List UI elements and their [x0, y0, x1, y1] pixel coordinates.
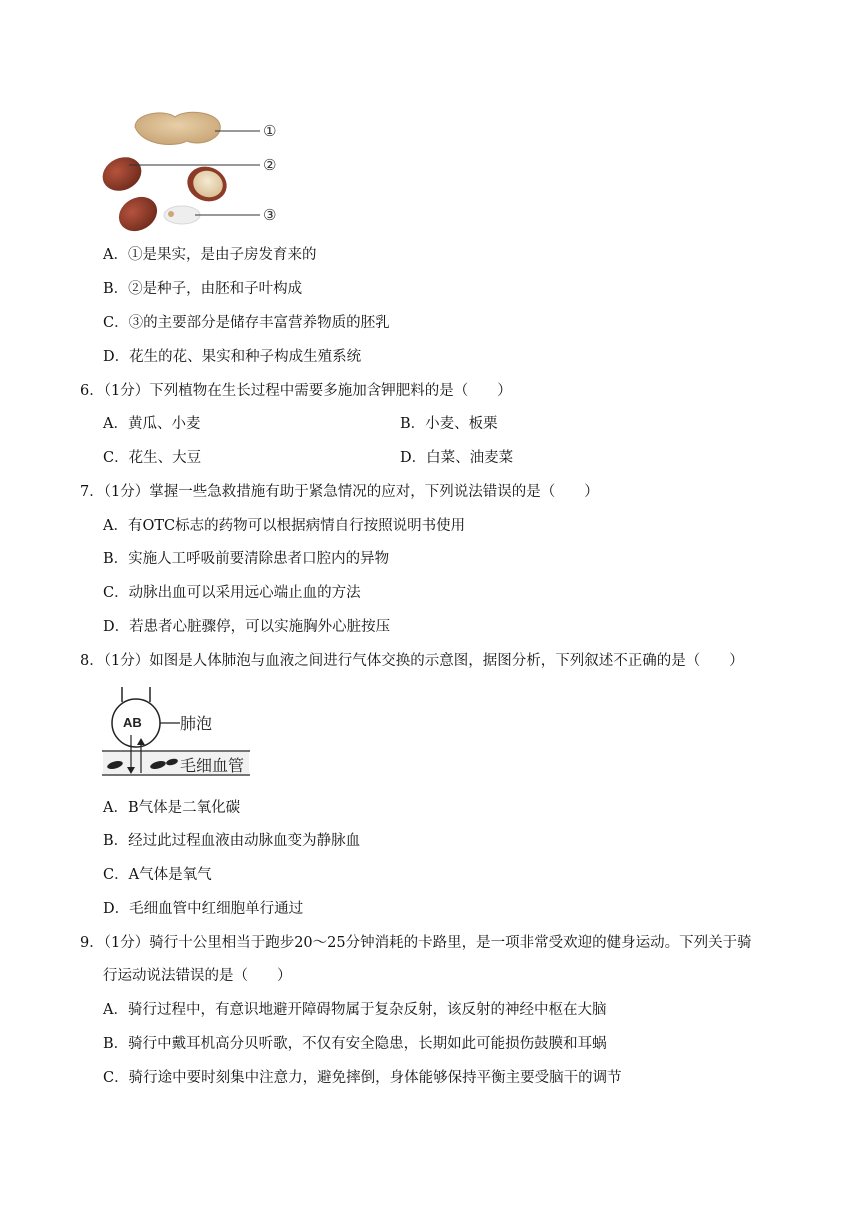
q9-option-b: B．骑行中戴耳机高分贝听歌，不仅有安全隐患，长期如此可能损伤鼓膜和耳蜗	[103, 1036, 607, 1052]
q6-option-b: B．小麦、板栗	[400, 416, 498, 432]
q7-option-b: B．实施人工呼吸前要清除患者口腔内的异物	[103, 551, 390, 567]
embryo-tip-shape	[168, 211, 174, 217]
q6-stem: 6．（1分）下列植物在生长过程中需要多施加含钾肥料的是（ ）	[80, 383, 512, 399]
peanut-figure	[95, 105, 295, 240]
q6-option-a: A．黄瓜、小麦	[103, 416, 201, 432]
q5-option-c: C．③的主要部分是储存丰富营养物质的胚乳	[103, 315, 390, 331]
figure-label-1: ①	[263, 122, 277, 140]
alveolus-figure	[100, 685, 270, 785]
peanut-seed-shape	[97, 151, 147, 197]
q5-option-a: A．①是果实，是由子房发育来的	[103, 247, 317, 263]
q9-option-a: A．骑行过程中，有意识地避开障碍物属于复杂反射，该反射的神经中枢在大脑	[103, 1002, 607, 1018]
q7-option-a: A．有OTC标志的药物可以根据病情自行按照说明书使用	[103, 518, 466, 534]
q5-option-d: D．花生的花、果实和种子构成生殖系统	[103, 349, 362, 365]
q9-option-c: C．骑行途中要时刻集中注意力，避免摔倒，身体能够保持平衡主要受脑干的调节	[103, 1070, 622, 1086]
q8-option-b: B．经过此过程血液由动脉血变为静脉血	[103, 833, 361, 849]
alveolus-gas-text: AB	[123, 715, 142, 730]
q8-option-c: C．A气体是氧气	[103, 867, 212, 883]
q7-option-c: C．动脉出血可以采用远心端止血的方法	[103, 585, 361, 601]
q7-stem: 7．（1分）掌握一些急救措施有助于紧急情况的应对，下列说法错误的是（ ）	[80, 484, 599, 500]
figure-label-3: ③	[263, 206, 277, 224]
q8-stem: 8．（1分）如图是人体肺泡与血液之间进行气体交换的示意图，据图分析，下列叙述不正确的是（ ）	[80, 653, 744, 669]
q7-option-d: D．若患者心脏骤停，可以实施胸外心脏按压	[103, 619, 391, 635]
peanut-shell-shape	[135, 112, 220, 144]
q9-stem-line1: 9．（1分）骑行十公里相当于跑步20～25分钟消耗的卡路里，是一项非常受欢迎的健身运动。下列关于骑	[80, 935, 752, 951]
peanut-seed-2-shape	[113, 190, 164, 238]
figure-label-2: ②	[263, 156, 277, 174]
q8-option-a: A．B气体是二氧化碳	[103, 800, 241, 816]
q6-option-d: D．白菜、油麦菜	[400, 450, 514, 466]
q6-option-c: C．花生、大豆	[103, 450, 202, 466]
q5-option-b: B．②是种子，由胚和子叶构成	[103, 281, 303, 297]
q8-option-d: D．毛细血管中红细胞单行通过	[103, 901, 304, 917]
capillary-label: 毛细血管	[180, 756, 245, 775]
q9-stem-line2: 行运动说法错误的是（ ）	[103, 968, 292, 984]
alveolus-label: 肺泡	[180, 714, 213, 733]
